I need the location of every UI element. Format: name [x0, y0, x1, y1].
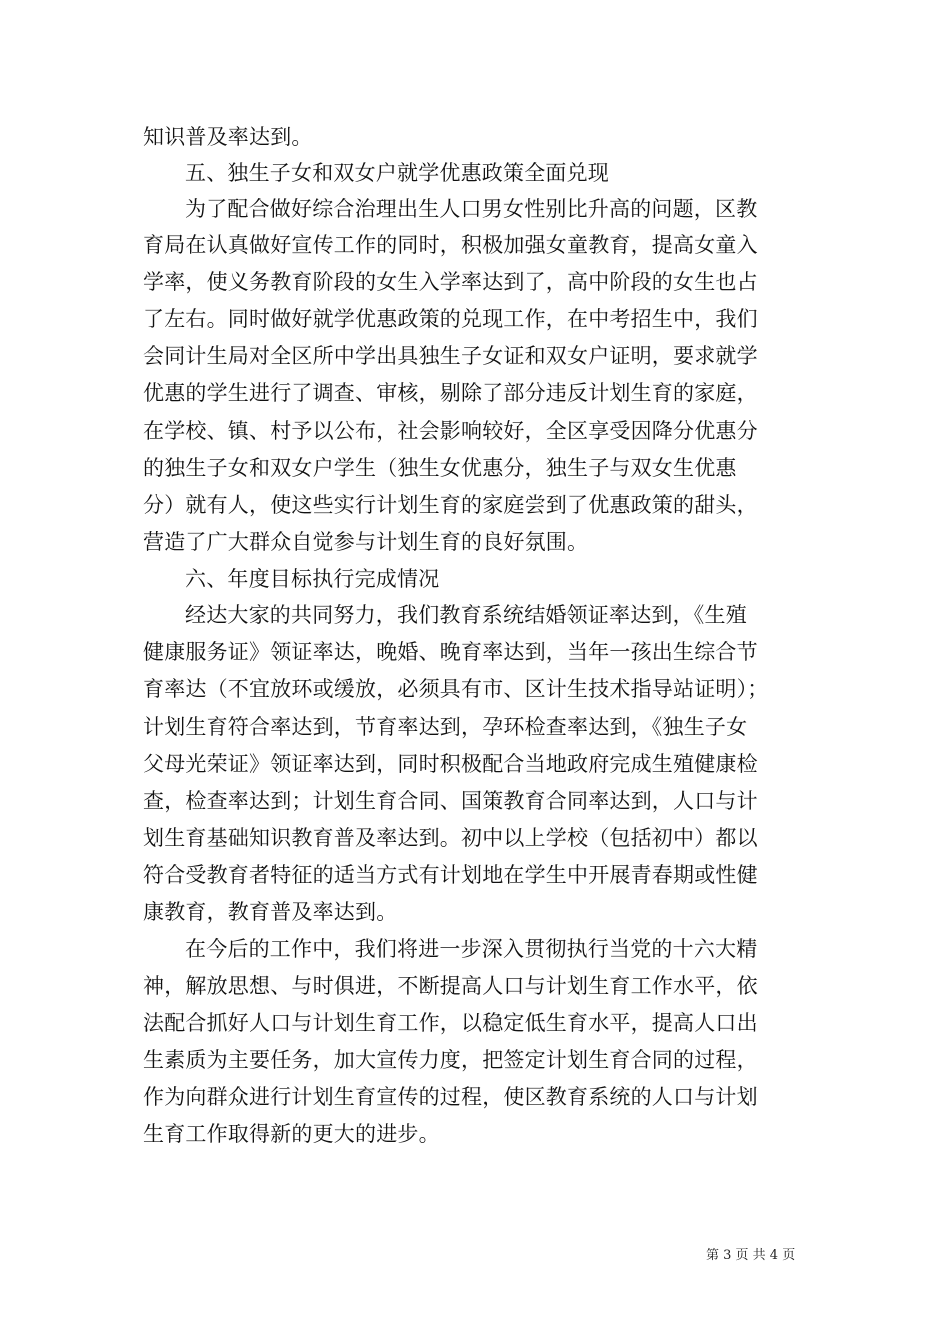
paragraph-6-line-2: 健康服务证》领证率达，晚婚、晚育率达到，当年一孩出生综合节 — [143, 640, 758, 664]
paragraph-5-line-6: 优惠的学生进行了调查、审核，剔除了部分违反计划生育的家庭， — [143, 381, 758, 405]
paragraph-6-line-8: 符合受教育者特征的适当方式有计划地在学生中开展青春期或性健 — [143, 863, 758, 887]
paragraph-5-line-2: 育局在认真做好宣传工作的同时，积极加强女童教育，提高女童入 — [143, 233, 758, 257]
paragraph-7-line-1: 在今后的工作中，我们将进一步深入贯彻执行当党的十六大精 — [185, 937, 758, 961]
paragraph-5-line-1: 为了配合做好综合治理出生人口男女性别比升高的问题，区教 — [185, 197, 758, 221]
paragraph-5-line-3: 学率，使义务教育阶段的女生入学率达到了，高中阶段的女生也占 — [143, 270, 758, 294]
paragraph-5-line-7: 在学校、镇、村予以公布，社会影响较好，全区享受因降分优惠分 — [143, 419, 758, 443]
text-line-1: 知识普及率达到。 — [143, 125, 313, 149]
paragraph-6-line-7: 划生育基础知识教育普及率达到。初中以上学校（包括初中）都以 — [143, 826, 758, 850]
paragraph-7-line-6: 生育工作取得新的更大的进步。 — [143, 1122, 440, 1146]
paragraph-5-line-8: 的独生子女和双女户学生（独生女优惠分，独生子与双女生优惠 — [143, 456, 737, 480]
section-heading-6: 六、年度目标执行完成情况 — [185, 567, 440, 591]
paragraph-6-line-3: 育率达（不宜放环或缓放，必须具有市、区计生技术指导站证明）； — [143, 677, 769, 701]
paragraph-6-line-6: 查，检查率达到；计划生育合同、国策教育合同率达到，人口与计 — [143, 789, 758, 813]
paragraph-6-line-5: 父母光荣证》领证率达到，同时积极配合当地政府完成生殖健康检 — [143, 752, 758, 776]
paragraph-6-line-1: 经达大家的共同努力，我们教育系统结婚领证率达到，《生殖 — [185, 603, 747, 627]
paragraph-5-line-10: 营造了广大群众自觉参与计划生育的良好氛围。 — [143, 530, 589, 554]
paragraph-6-line-4: 计划生育符合率达到，节育率达到，孕环检查率达到，《独生子女 — [143, 715, 748, 739]
paragraph-6-line-9: 康教育，教育普及率达到。 — [143, 900, 398, 924]
paragraph-7-line-4: 生素质为主要任务，加大宣传力度，把签定计划生育合同的过程， — [143, 1048, 758, 1072]
section-heading-5: 五、独生子女和双女户就学优惠政策全面兑现 — [185, 161, 609, 185]
paragraph-5-line-4: 了左右。同时做好就学优惠政策的兑现工作，在中考招生中，我们 — [143, 307, 758, 331]
paragraph-7-line-3: 法配合抓好人口与计划生育工作，以稳定低生育水平，提高人口出 — [143, 1011, 758, 1035]
page-number-footer: 第 3 页 共 4 页 — [706, 1248, 796, 1263]
paragraph-7-line-2: 神，解放思想、与时俱进，不断提高人口与计划生育工作水平，依 — [143, 974, 758, 998]
paragraph-5-line-9: 分）就有人，使这些实行计划生育的家庭尝到了优惠政策的甜头， — [143, 493, 758, 517]
paragraph-5-line-5: 会同计生局对全区所中学出具独生子女证和双女户证明，要求就学 — [143, 344, 758, 368]
paragraph-7-line-5: 作为向群众进行计划生育宣传的过程，使区教育系统的人口与计划 — [143, 1085, 758, 1109]
